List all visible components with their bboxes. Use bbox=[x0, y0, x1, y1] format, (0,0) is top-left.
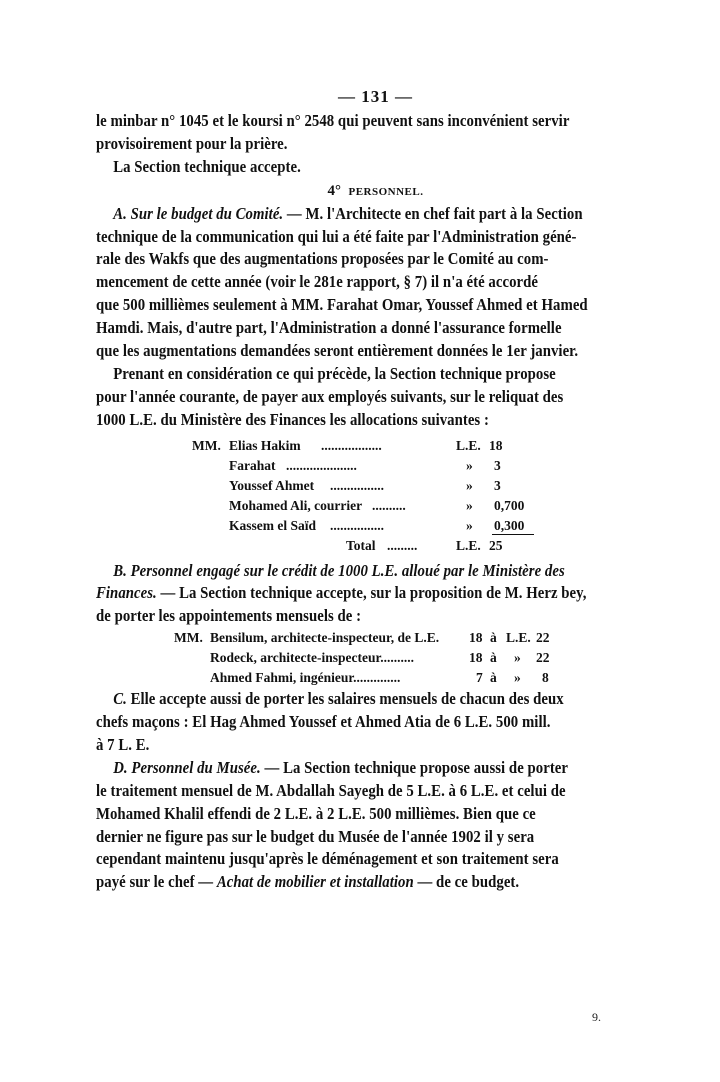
section-d-line-5: cependant maintenu jusqu'après le déménagement et son traitement sera bbox=[96, 849, 559, 869]
section-c-line-2: chefs maçons : El Hag Ahmed Youssef et Ahmed Atia de 6 L.E. 500 mill. bbox=[96, 712, 551, 732]
section-c-label: C. bbox=[113, 689, 127, 709]
row-name: Ahmed Fahmi, ingénieur.............. bbox=[210, 670, 401, 686]
section-b-title-2: Finances. bbox=[96, 583, 157, 603]
table-row bbox=[96, 516, 655, 536]
section-d-title: Personnel du Musée. bbox=[131, 757, 261, 777]
section-b-line-1 bbox=[96, 560, 577, 583]
section-d-label: D. bbox=[113, 757, 128, 777]
row-currency: L.E. bbox=[506, 630, 531, 646]
section-heading-title: PERSONNEL. bbox=[348, 185, 424, 198]
signature-mark: 9. bbox=[592, 1010, 601, 1024]
table-prefix: MM. bbox=[174, 630, 203, 646]
table-row bbox=[96, 456, 655, 476]
row-currency: » bbox=[466, 457, 473, 473]
table-prefix: MM. bbox=[192, 437, 221, 453]
row-name: Bensilum, architecte-inspecteur, de L.E. bbox=[210, 630, 440, 646]
row-currency: » bbox=[514, 670, 521, 686]
row-to: 22 bbox=[536, 650, 550, 666]
section-a-title: Sur le budget du Comité. bbox=[130, 203, 284, 223]
row-name: Kassem el Saïd bbox=[229, 517, 317, 533]
section-a-line-6: Hamdi. Mais, d'autre part, l'Administration a donné l'assurance formelle bbox=[96, 318, 562, 338]
section-d-line-1 bbox=[96, 757, 577, 780]
row-currency: L.E. bbox=[456, 437, 481, 453]
intro-line-2: provisoirement pour la prière. bbox=[96, 133, 288, 153]
allocations-table bbox=[96, 436, 655, 556]
section-a-line-3: rale des Wakfs que des augmentations proposées par le Comité au com- bbox=[96, 249, 549, 269]
section-d-line-3: Mohamed Khalil effendi de 2 L.E. à 2 L.E. 500 millièmes. Bien que ce bbox=[96, 803, 536, 823]
section-heading bbox=[96, 179, 655, 203]
section-d-line-6 bbox=[96, 871, 577, 894]
row-name: Elias Hakim bbox=[229, 437, 301, 453]
section-a-text-1: — M. l'Architecte en chef fait part à la Section bbox=[286, 203, 583, 223]
section-d-line-2: le traitement mensuel de M. Abdallah Sayegh de 5 L.E. à 6 L.E. et celui de bbox=[96, 780, 566, 800]
section-a-label: A. bbox=[113, 203, 127, 223]
section-a-followup-1: Prenant en considération ce qui précède, la Section technique propose bbox=[113, 363, 556, 383]
section-a-line-7: que les augmentations demandées seront entièrement données le 1er janvier. bbox=[96, 341, 579, 361]
total-currency: L.E. bbox=[456, 537, 481, 553]
table-row bbox=[96, 436, 655, 456]
section-a-line-4: mencement de cette année (voir le 281e rapport, § 7) il n'a été accordé bbox=[96, 272, 538, 292]
section-d-text-1: — La Section technique propose aussi de porter bbox=[264, 757, 569, 777]
section-b-line-2 bbox=[96, 582, 587, 605]
section-a-line-5: que 500 millièmes seulement à MM. Farahat Omar, Youssef Ahmed et Hamed bbox=[96, 295, 588, 315]
section-a-followup-2: pour l'année courante, de payer aux employés suivants, sur le reliquat des bbox=[96, 386, 564, 406]
row-amount: 0,700 bbox=[494, 497, 525, 513]
row-dots: ................ bbox=[330, 517, 384, 533]
row-to: 8 bbox=[542, 670, 549, 686]
total-amount: 25 bbox=[489, 537, 503, 553]
section-b-line-3: de porter les appointements mensuels de : bbox=[96, 606, 362, 626]
row-currency: » bbox=[466, 497, 473, 513]
section-c-text-1: Elle accepte aussi de porter les salaires mensuels de chacun des deux bbox=[130, 689, 564, 709]
row-name: Farahat bbox=[229, 457, 276, 473]
row-amount: 3 bbox=[494, 477, 501, 493]
row-dots: .......... bbox=[372, 497, 406, 513]
row-to-word: à bbox=[490, 670, 497, 686]
row-amount: 0,300 bbox=[494, 517, 525, 533]
row-currency: » bbox=[514, 650, 521, 666]
section-c-line-1 bbox=[96, 688, 577, 711]
section-d-line-4: dernier ne figure pas sur le budget du Musée de l'année 1902 il y sera bbox=[96, 826, 535, 846]
row-name: Youssef Ahmet bbox=[229, 477, 315, 493]
row-to-word: à bbox=[490, 650, 497, 666]
row-to-word: à bbox=[490, 630, 497, 646]
section-d-last-after: — de ce budget. bbox=[417, 872, 520, 892]
section-d-last-italic: Achat de mobilier et installation bbox=[216, 872, 414, 892]
section-c-line-3: à 7 L. E. bbox=[96, 735, 150, 755]
row-dots: ..................... bbox=[286, 457, 357, 473]
row-name: Rodeck, architecte-inspecteur.......... bbox=[210, 650, 414, 666]
section-a-line-2: technique de la communication qui lui a été faite par l'Administration géné- bbox=[96, 226, 577, 246]
row-currency: » bbox=[466, 517, 473, 533]
section-a-line-1 bbox=[96, 203, 583, 226]
document-page bbox=[96, 84, 655, 894]
page-number: — 131 — bbox=[338, 87, 413, 106]
total-label: Total bbox=[346, 537, 376, 553]
row-name: Mohamed Ali, courrier bbox=[229, 497, 363, 513]
table-row bbox=[96, 668, 655, 688]
row-amount: 18 bbox=[489, 437, 503, 453]
section-b-label: B. bbox=[113, 560, 127, 580]
table-row bbox=[96, 496, 655, 516]
section-heading-number: 4° bbox=[327, 182, 341, 199]
intro-line-1: le minbar n° 1045 et le koursi n° 2548 qui peuvent sans inconvénient servir bbox=[96, 111, 570, 130]
total-dots: ......... bbox=[387, 537, 418, 553]
table-row bbox=[96, 648, 655, 668]
section-a-followup-3: 1000 L.E. du Ministère des Finances les allocations suivantes : bbox=[96, 409, 489, 429]
table-row bbox=[96, 628, 655, 648]
row-from: 7 bbox=[476, 670, 483, 686]
row-from: 18 bbox=[469, 630, 483, 646]
row-from: 18 bbox=[469, 650, 483, 666]
salaries-table bbox=[96, 628, 655, 688]
row-amount: 3 bbox=[494, 457, 501, 473]
row-currency: » bbox=[466, 477, 473, 493]
section-b-text-1: — La Section technique accepte, sur la proposition de M. Herz bey, bbox=[160, 583, 587, 603]
row-dots: .................. bbox=[321, 437, 382, 453]
row-dots: ................ bbox=[330, 477, 384, 493]
total-rule bbox=[492, 534, 534, 535]
section-b-title-1: Personnel engagé sur le crédit de 1000 L.E. alloué par le Ministère des bbox=[130, 560, 565, 580]
table-row bbox=[96, 476, 655, 496]
section-d-last-before: payé sur le chef — bbox=[96, 872, 214, 892]
intro-line-3: La Section technique accepte. bbox=[113, 156, 301, 176]
table-total-row bbox=[96, 536, 655, 556]
row-to: 22 bbox=[536, 630, 550, 646]
